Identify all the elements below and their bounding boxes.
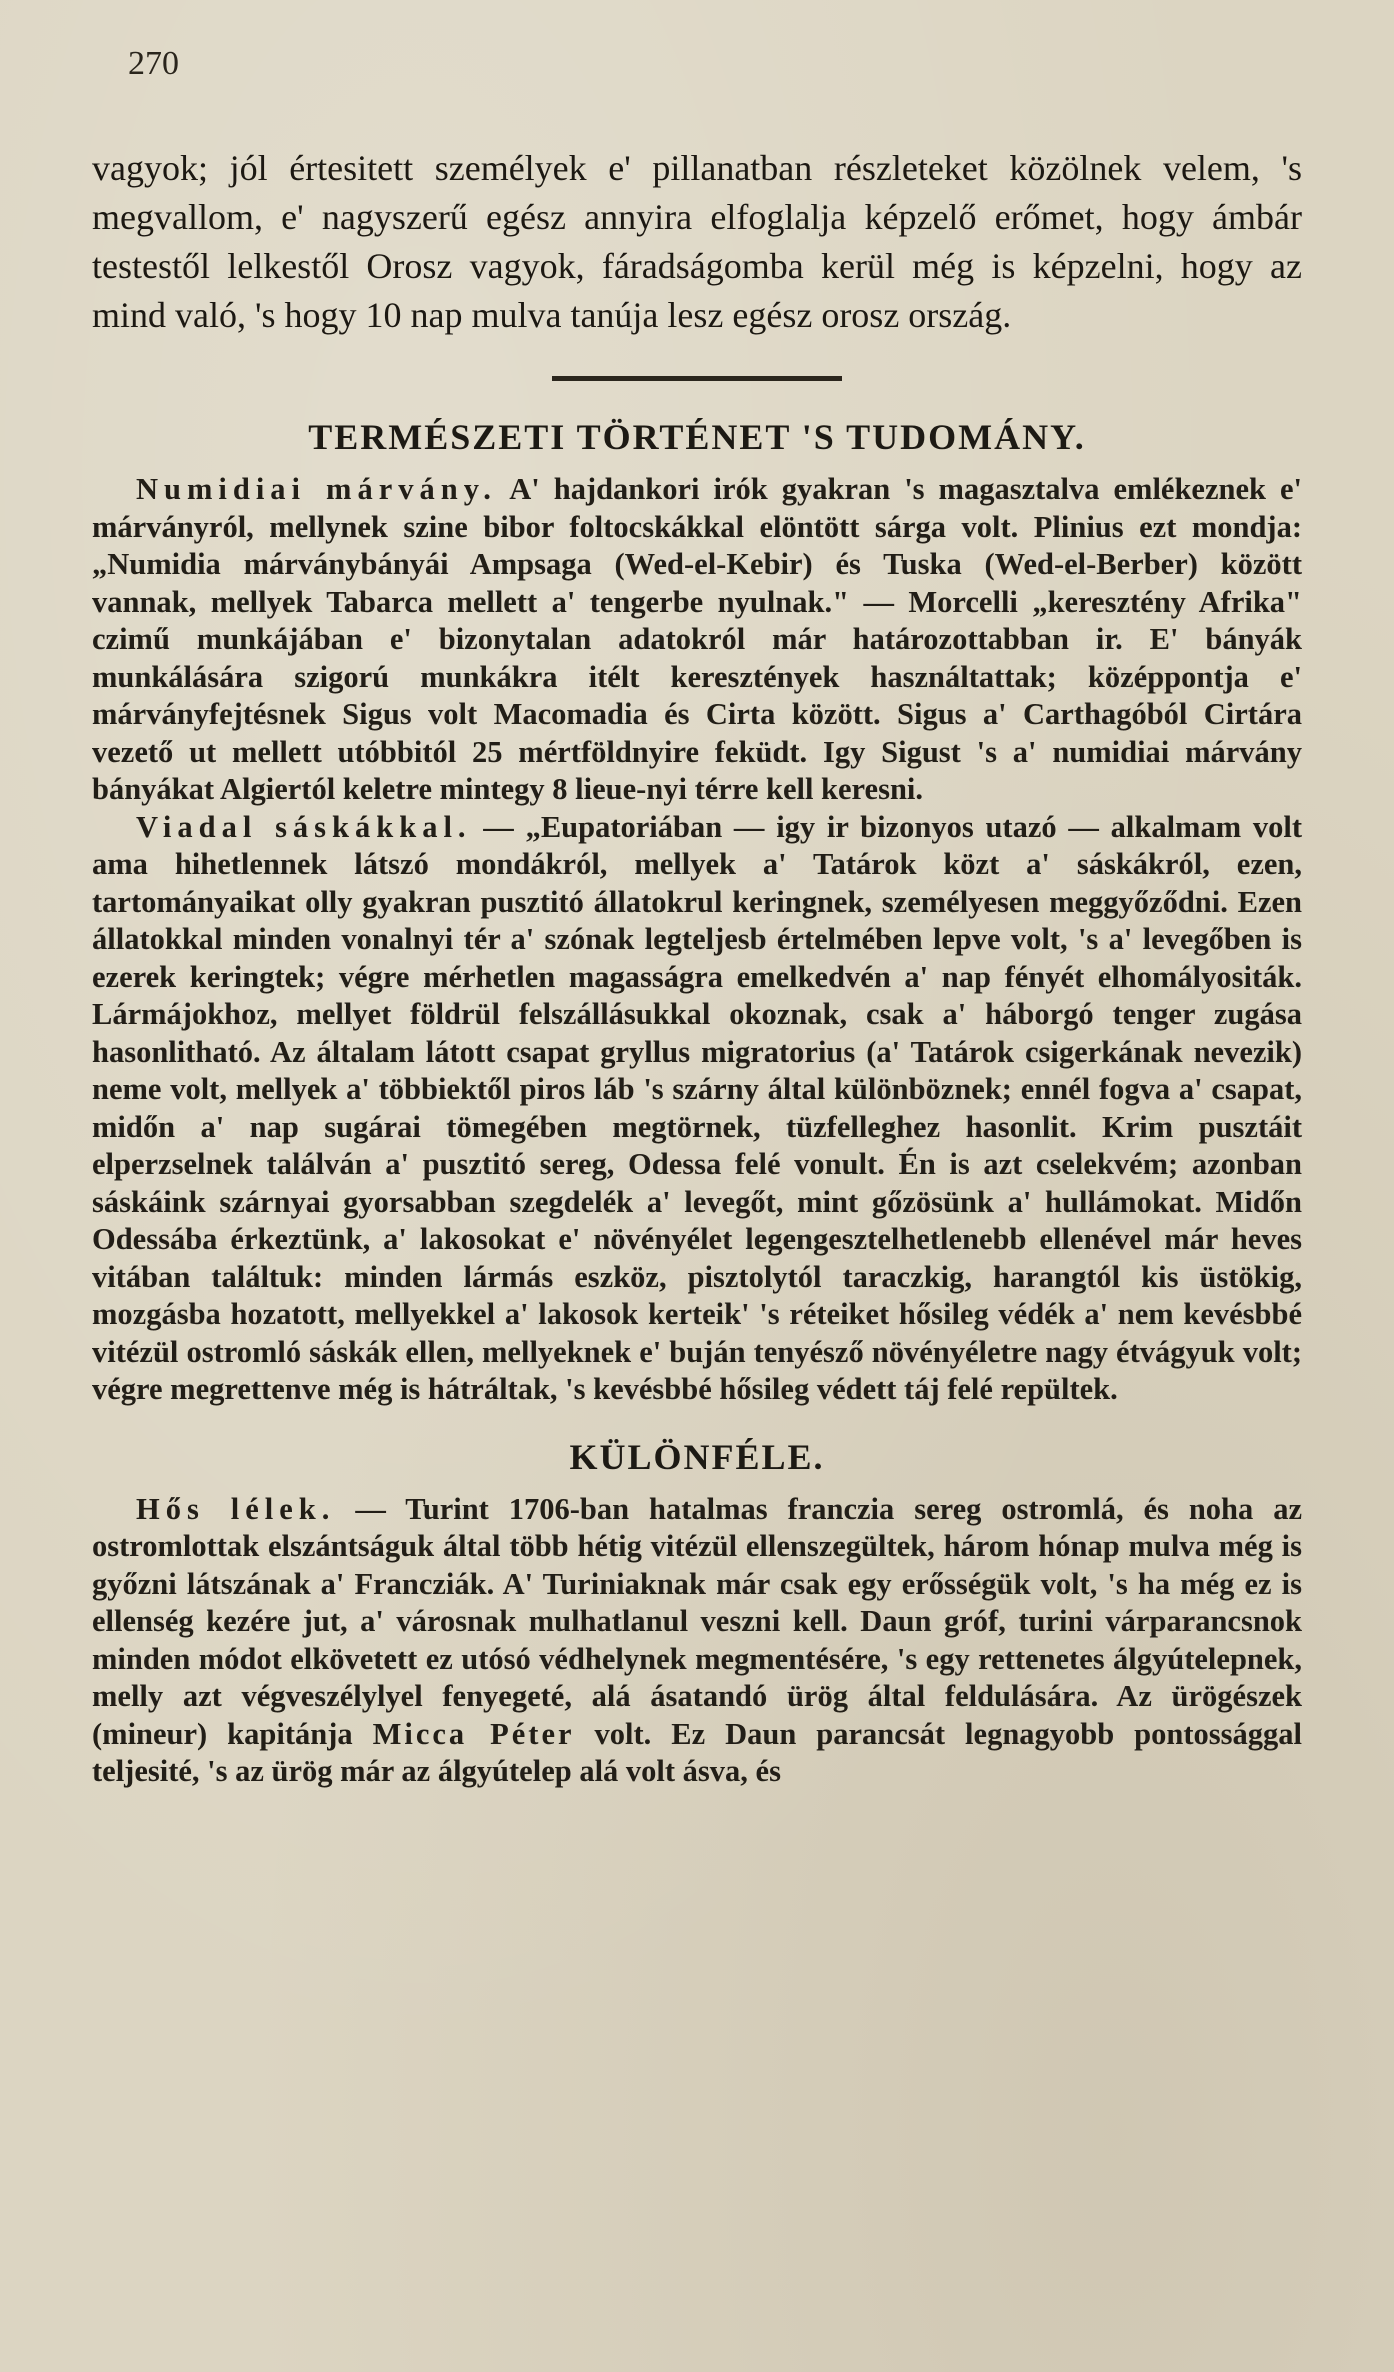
- section-title-natural-history: TERMÉSZETI TÖRTÉNET 'S TUDOMÁNY.: [308, 417, 1086, 457]
- article-body-locust-battle: — „Eupatoriában — igy ir bizonyos utazó — alkalmam volt ama hihetlennek látszó mondákról, mellyek a' Tatárok közt a' sáskákról, ezen, tartományaikat olly gyakran pusztitó állatokrul keringnek, személyesen meggyőződni. Ezen állatokkal minden vonalnyi tér a' szónak legteljesb értelmében lepve volt, 's a' levegőben is ezerek keringtek; végre mérhetlen magasságra emelkedvén a' nap fényét elhomályositák. Lármájokhoz, mellyet földrül felszállásukkal okoznak, csak a' háborgó tenger zugása hasonlitható. Az általam látott csapat gryllus migratorius (a' Tatárok csigerkának nevezik) neme volt, mellyek a' többiektől piros láb 's szárny által különböznek; ennél fogva a' csapat, midőn a' nap sugárai tömegében megtörnek, tüzfelleghez hasonlit. Krim pusztáit elperzselnek találván a' pusztitó sereg, Odessa felé vonult. Én is azt cselekvém; azonban sáskáink szárnyai gyorsabban szegdelék a' levegőt, mint gőzösünk a' hullámokat. Midőn Odessába érkeztünk, a' lakosokat e' növényélet legengesztelhetlenebb ellenével már heves vitában találtuk: minden lármás eszköz, pisztolytól taraczkig, harangtól kis üstökig, mozgásba hozatott, mellyekkel a' lakosok kerteik' 's réteiket hősileg védék a' nem kevésbbé vitézül ostromló sáskák ellen, mellyeknek e' buján tenyésző növényéletre nagy étvágyuk volt; végre megrettenve még is hátráltak, 's kevésbbé hősileg védett táj felé repültek.: [92, 809, 1302, 1406]
- article-lead-heroic-soul: Hős lélek.: [136, 1491, 336, 1526]
- article-body-numidian-marble: A' hajdankori irók gyakran 's magasztalva emlékeznek e' márványról, mellynek szine bibor foltocskákkal elöntött sárga volt. Plinius ezt mondja: „Numidia márványbányái Ampsaga (Wed-el-Kebir) és Tuska (Wed-el-Berber) között vannak, mellyek Tabarca mellett a' tengerbe nyulnak." — Morcelli „keresztény Afrika" czimű munkájában e' bizonytalan adatokról már határozottabban ir. E' bányák munkálására szigorú munkákra itélt keresztények használtattak; középpontja e' márványfejtésnek Sigus volt Macomadia és Cirta között. Sigus a' Carthagóból Cirtára vezető ut mellett utóbbitól 25 mértföldnyire feküdt. Igy Sigust 's a' numidiai márvány bányákat Algiertól keletre mintegy 8 lieue-nyi térre kell keresni.: [92, 472, 1302, 806]
- article-locust-battle: [92, 809, 1302, 1409]
- article-name-micca-peter: Micca Péter: [372, 1716, 575, 1751]
- intro-paragraph: vagyok; jól értesitett személyek e' pillanatban részleteket közölnek velem, 's megvallom, e' nagyszerű egész annyira elfoglalja képzelő erőmet, hogy ámbár testestől lelkestől Orosz vagyok, fáradságomba kerül még is képzelni, hogy az mind való, 's hogy 10 nap mulva tanúja lesz egész orosz ország.: [92, 148, 1302, 335]
- article-body-heroic-soul: — Turint 1706-ban hatalmas franczia sereg ostromlá, és noha az ostromlottak elszántságuk által több hétig vitézül ellenszegültek, három hónap mulva még is győzni látszának a' Francziák. A' Turiniaknak már csak egy erősségük volt, 's ha még ez is ellenség kezére jut, a' városnak mulhatlanul veszni kell. Daun gróf, turini várparancsnok minden módot elkövetett ez utósó védhelynek megmentésére, 's egy rettenetes álgyútelepnek, melly azt végveszélylyel fenyegeté, alá ásatandó ürög által feldulására. Az ürögészek (mineur) kapitánja: [92, 1491, 1302, 1751]
- article-body-heroic-soul-continued: volt. Ez Daun parancsát legnagyobb pontossággal teljesité, 's az ürög már az álgyútelep alá volt ásva, és: [92, 1716, 1302, 1788]
- article-heroic-soul: [92, 1491, 1302, 1791]
- page-number: 270: [128, 45, 179, 82]
- article-numidian-marble: [92, 471, 1302, 809]
- section-title-miscellaneous: KÜLÖNFÉLE.: [569, 1436, 825, 1477]
- section-divider: [552, 376, 842, 381]
- article-lead-numidian-marble: Numidiai márvány.: [136, 472, 497, 506]
- article-lead-locust-battle: Viadal sáskákkal.: [136, 809, 472, 844]
